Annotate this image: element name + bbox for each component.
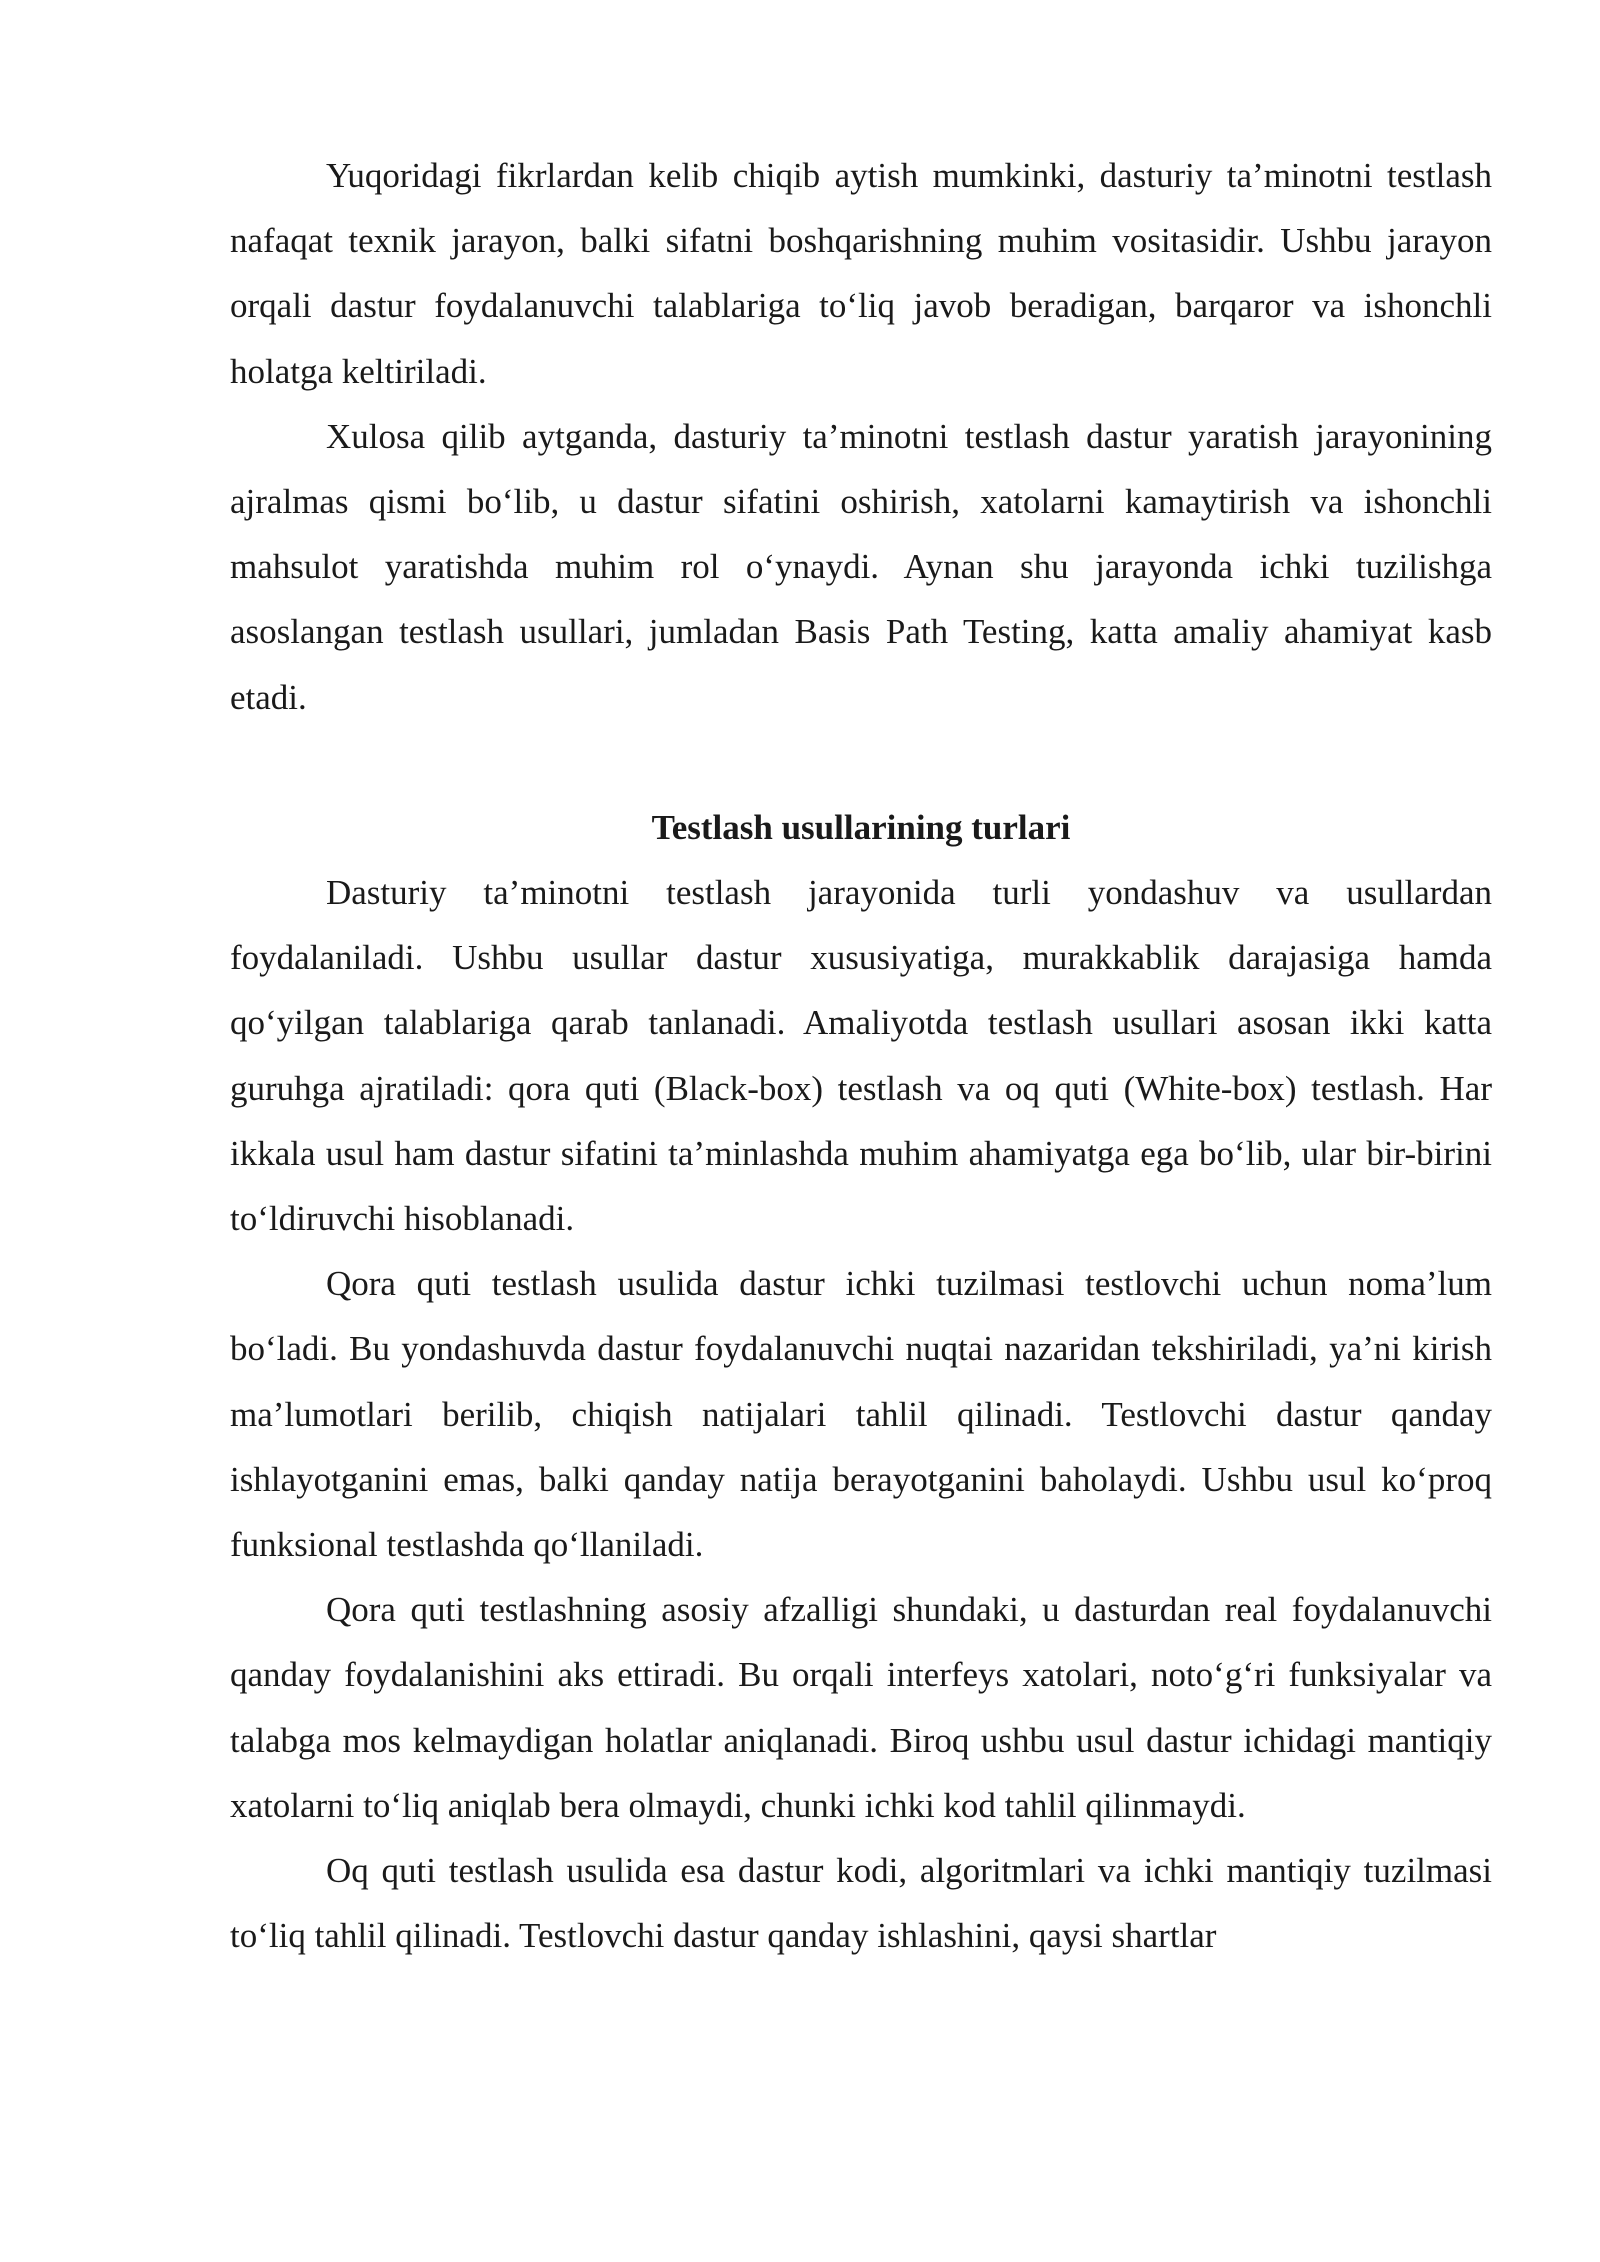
paragraph: Qora quti testlashning asosiy afzalligi shundaki, u dasturdan real foydalanuvchi qanday foydalanishini aks ettiradi. Bu orqali interfeys xatolari, noto‘g‘ri funksiyalar va talabga mos kelmaydigan holatlar aniqlanadi. Biroq ushbu usul dastur ichidagi mantiqiy xatolarni to‘liq aniqlab bera olmaydi, chunki ichki kod tahlil qilinmaydi. [230,1590,1492,1825]
paragraph: Yuqoridagi fikrlardan kelib chiqib aytish mumkinki, dasturiy ta’minotni testlash nafaqat texnik jarayon, balki sifatni boshqarishning muhim vositasidir. Ushbu jarayon orqali dastur foydalanuvchi talablariga to‘liq javob beradigan, barqaror va ishonchli holatga keltiriladi. [230,156,1492,391]
paragraph: Dasturiy ta’minotni testlash jarayonida turli yondashuv va usullardan foydalaniladi. Ushbu usullar dastur xususiyatiga, murakkablik darajasiga hamda qo‘yilgan talablariga qarab tanlanadi. Amaliyotda testlash usullari asosan ikki katta guruhga ajratiladi: qora quti (Black-box) testlash va oq quti (White-box) testlash. Har ikkala usul ham dastur sifatini ta’minlashda muhim ahamiyatga ega bo‘lib, ular bir-birini to‘ldiruvchi hisoblanadi. [230,873,1492,1239]
document-body [230,143,1492,1968]
paragraph: Xulosa qilib aytganda, dasturiy ta’minotni testlash dastur yaratish jarayonining ajralmas qismi bo‘lib, u dastur sifatini oshirish, xatolarni kamaytirish va ishonchli mahsulot yaratishda muhim rol o‘ynaydi. Aynan shu jarayonda ichki tuzilishga asoslangan testlash usullari, jumladan Basis Path Testing, katta amaliy ahamiyat kasb etadi. [230,416,1492,717]
section-heading: Testlash usullarining turlari [651,807,1071,847]
paragraph: Qora quti testlash usulida dastur ichki tuzilmasi testlovchi uchun noma’lum bo‘ladi. Bu yondashuvda dastur foydalanuvchi nuqtai nazaridan tekshiriladi, ya’ni kirish ma’lumotlari berilib, chiqish natijalari tahlil qilinadi. Testlovchi dastur qanday ishlayotganini emas, balki qanday natija berayotganini baholaydi. Ushbu usul ko‘proq funksional testlashda qo‘llaniladi. [230,1264,1492,1565]
paragraph: Oq quti testlash usulida esa dastur kodi, algoritmlari va ichki mantiqiy tuzilmasi to‘liq tahlil qilinadi. Testlovchi dastur qanday ishlashini, qaysi shartlar [230,1851,1492,1956]
